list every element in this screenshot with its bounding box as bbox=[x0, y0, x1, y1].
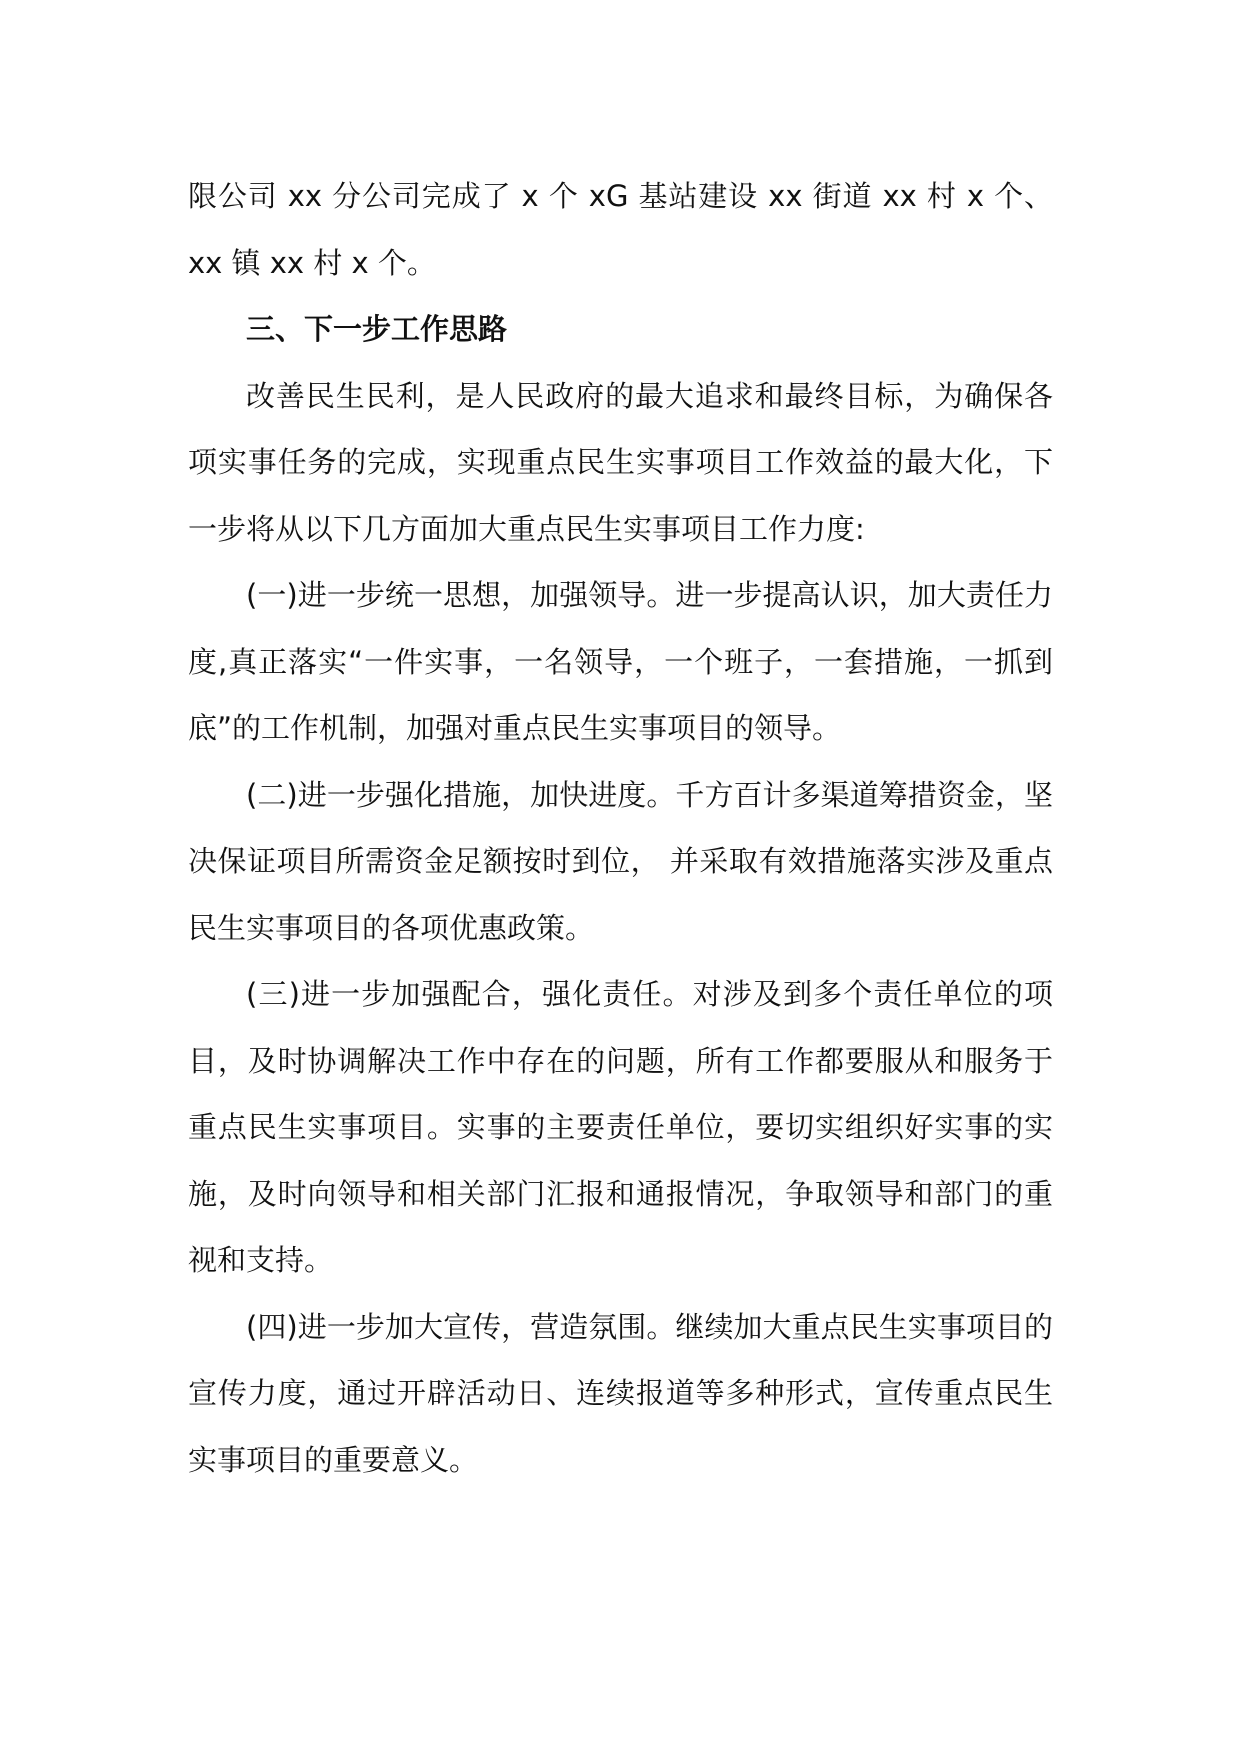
document-body bbox=[188, 163, 1053, 1493]
paragraph-item-1: (一)进一步统一思想，加强领导。进一步提高认识，加大责任力度,真正落实“一件实事，一名领导，一个班子，一套措施，一抓到底”的工作机制，加强对重点民生实事项目的领导。 bbox=[188, 578, 1053, 745]
paragraph-item-2: (二)进一步强化措施，加快进度。千方百计多渠道筹措资金，坚决保证项目所需资金足额按时到位， 并采取有效措施落实涉及重点民生实事项目的各项优惠政策。 bbox=[188, 777, 1053, 945]
section-heading: 三、下一步工作思路 bbox=[246, 312, 508, 346]
paragraph-item-3: (三)进一步加强配合，强化责任。对涉及到多个责任单位的项目，及时协调解决工作中存在的问题，所有工作都要服从和服务于重点民生实事项目。实事的主要责任单位，要切实组织好实事的实施，及时向领导和相关部门汇报和通报情况，争取领导和部门的重视和支持。 bbox=[188, 977, 1053, 1277]
paragraph-item-4: (四)进一步加大宣传，营造氛围。继续加大重点民生实事项目的宣传力度，通过开辟活动日、连续报道等多种形式，宣传重点民生实事项目的重要意义。 bbox=[188, 1309, 1053, 1477]
paragraph-continuation: 限公司 xx 分公司完成了 x 个 xG 基站建设 xx 街道 xx 村 x 个、xx 镇 xx 村 x 个。 bbox=[188, 179, 1053, 280]
paragraph-intro: 改善民生民利，是人民政府的最大追求和最终目标，为确保各项实事任务的完成，实现重点民生实事项目工作效益的最大化，下一步将从以下几方面加大重点民生实事项目工作力度: bbox=[188, 378, 1053, 546]
